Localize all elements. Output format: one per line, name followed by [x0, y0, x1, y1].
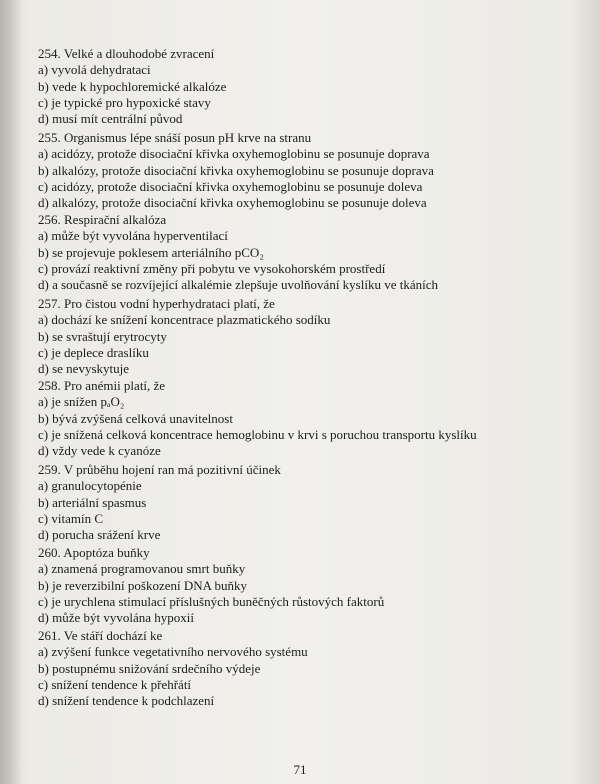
question-stem: 255. Organismus lépe snáší posun pH krve na stranu [38, 130, 312, 145]
option-a: a) vyvolá dehydrataci [38, 62, 151, 78]
option-a: a) granulocytopénie [38, 478, 142, 494]
question-254 [38, 46, 558, 127]
option-c: c) snížení tendence k přehřátí [38, 676, 192, 692]
question-257 [38, 296, 558, 377]
option-b: b) se projevuje poklesem arteriálního pCO₂ [38, 244, 264, 260]
page-number: 71 [293, 762, 307, 777]
option-c: c) je deplece draslíku [38, 344, 149, 360]
option-c: c) je urychlena stimulací příslušných buněčných růstových faktorů [38, 593, 385, 609]
option-b: b) arteriální spasmus [38, 494, 147, 510]
option-c: c) acidózy, protože disociační křivka oxyhemoglobinu se posunuje doleva [38, 178, 423, 194]
question-stem: 260. Apoptóza buňky [38, 545, 150, 560]
option-d: d) alkalózy, protože disociační křivka oxyhemoglobinu se posunuje doleva [38, 195, 427, 211]
option-b: b) bývá zvýšená celková unavitelnost [38, 410, 233, 426]
option-d: d) porucha srážení krve [38, 527, 161, 543]
question-258 [38, 378, 558, 459]
question-stem: 257. Pro čistou vodní hyperhydrataci platí, že [38, 296, 275, 311]
question-261 [38, 628, 558, 709]
option-c: c) je snížená celková koncentrace hemoglobinu v krvi s poruchou transportu kyslíku [38, 426, 477, 442]
question-255 [38, 130, 558, 211]
question-stem: 259. V průběhu hojení ran má pozitivní účinek [38, 462, 281, 477]
question-stem: 258. Pro anémii platí, že [38, 378, 166, 393]
question-260 [38, 545, 558, 626]
option-b: b) alkalózy, protože disociační křivka oxyhemoglobinu se posunuje doprava [38, 162, 434, 178]
option-d: d) snížení tendence k podchlazení [38, 693, 215, 709]
question-259 [38, 462, 558, 543]
option-d: d) může být vyvolána hypoxií [38, 610, 194, 626]
option-a: a) znamená programovanou smrt buňky [38, 561, 246, 577]
page-spine-shadow [0, 0, 22, 784]
option-a: a) dochází ke snížení koncentrace plazmatického sodíku [38, 312, 331, 328]
option-c: c) je typické pro hypoxické stavy [38, 94, 211, 110]
option-d: d) a současně se rozvíjející alkalémie zlepšuje uvolňování kyslíku ve tkáních [38, 277, 438, 293]
option-a: a) acidózy, protože disociační křivka oxyhemoglobinu se posunuje doprava [38, 146, 430, 162]
option-b: b) je reverzibilní poškození DNA buňky [38, 577, 248, 593]
question-stem: 256. Respirační alkalóza [38, 212, 167, 227]
question-stem: 254. Velké a dlouhodobé zvracení [38, 46, 215, 61]
option-b: b) postupnému snižování srdečního výdeje [38, 660, 261, 676]
option-c: c) provází reaktivní změny při pobytu ve vysokohorském prostředí [38, 260, 386, 276]
option-b: b) se svraštují erytrocyty [38, 328, 167, 344]
option-d: d) se nevyskytuje [38, 361, 129, 377]
option-d: d) vždy vede k cyanóze [38, 443, 161, 459]
option-d: d) musí mít centrální původ [38, 111, 183, 127]
option-b: b) vede k hypochloremické alkalóze [38, 78, 227, 94]
question-256 [38, 212, 558, 293]
question-stem: 261. Ve stáří dochází ke [38, 628, 163, 643]
option-a: a) může být vyvolána hyperventilací [38, 228, 228, 244]
option-a: a) je snížen pₐO₂ [38, 394, 125, 410]
option-a: a) zvýšení funkce vegetativního nervového systému [38, 644, 308, 660]
option-c: c) vitamín C [38, 510, 103, 526]
